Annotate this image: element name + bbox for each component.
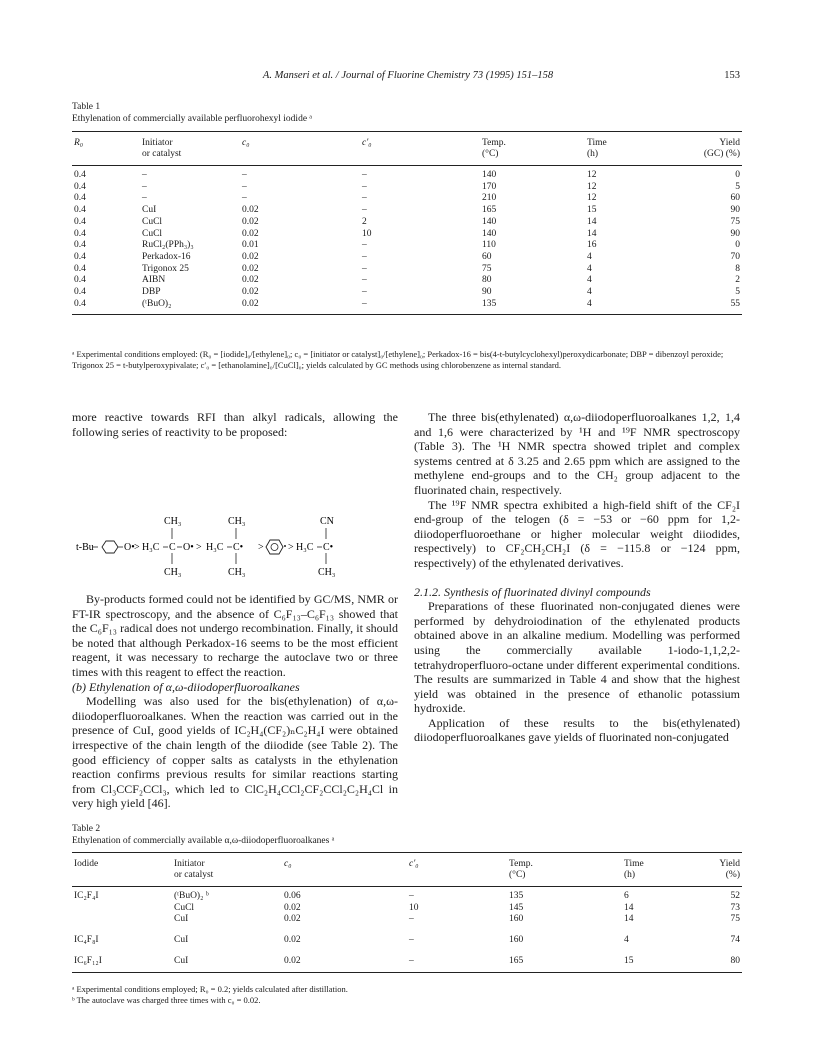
table1-cell-cat: DBP <box>142 287 161 298</box>
table1-cell-cat: CuI <box>142 205 157 216</box>
t2-header-blank <box>407 870 507 887</box>
right-para-4: Application of these results to the bis(ethylenated) diiodoperfluoroalkanes gave yields of fluorinated non-conjugated <box>414 715 740 745</box>
table1-cell-cat: CuCl <box>142 228 163 239</box>
t1-header-c0p: c′₀ <box>360 132 480 150</box>
t1-header-temp: Temp. <box>480 132 585 150</box>
radical-reactivity-scheme <box>76 512 402 582</box>
t1-header-temp2: (°C) <box>480 149 585 166</box>
scheme-c-rad-2: C• <box>323 542 334 553</box>
left-para-2: By-products formed could not be identified by GC/MS, NMR or FT-IR spectroscopy, and the absence of C₆F₁₃–C₆F₁₃ showed that the C₆F₁₃ radical does not undergo recombination. Finally, it should be noted that although Perkadox-16 seems to be the most efficient reagent, it was necessary to recharge the autoclave two or three times with this reagent to effect the reaction. <box>72 592 398 679</box>
table1-cell-yield: 0 <box>735 240 740 251</box>
table1-cell-cat: AIBN <box>142 275 166 286</box>
table1-cell-c0: 0.02 <box>240 299 360 315</box>
table2-footnote-b: ᵇ The autoclave was charged three times with c₀ = 0.02. <box>72 995 261 1005</box>
table2-cell-c0p: – <box>409 935 414 946</box>
table2-cell-cat: CuI <box>174 914 189 925</box>
t1-header-blank <box>72 149 140 166</box>
running-head: A. Manseri et al. / Journal of Fluorine Chemistry 73 (1995) 151–158 <box>262 70 554 81</box>
table2-cell-c0p: – <box>409 891 414 901</box>
table1-cell-yield: 70 <box>730 251 740 262</box>
table2-cell-time: 14 <box>624 902 634 913</box>
table1-cell-r0: 0.4 <box>74 170 86 180</box>
table1-footnote: ᵃ Experimental conditions employed: (R₀ = [iodide]₀/[ethylene]₀; c₀ = [initiator or catalyst]₀/[ethylene]₀; Perkadox-16 = bis(4-t-butylcyclohexyl)peroxydicarbonate; DBP = dibenzoyl peroxide; Trigonox 25 = t-butylperoxypivalate; c′₀ = [ethanolamine]₀/[CuCl]₀; yields calculated by GC methods using chlorobenzene as internal standard. <box>72 349 724 370</box>
table2-cell-c0p: – <box>407 947 507 972</box>
table2-cell-temp: 135 <box>509 891 524 901</box>
table1-cell-yield: 75 <box>730 216 740 227</box>
table1-cell-c0p: – <box>362 170 367 180</box>
table1-cell-c0: 0.02 <box>242 228 259 239</box>
scheme-h3c-1: H₃C <box>142 542 160 553</box>
table1-cell-time: 4 <box>587 263 592 274</box>
table1-cell-c0p: 2 <box>362 216 367 227</box>
t2-header-time: Time <box>622 853 697 871</box>
scheme-ch3-top-1: CH₃ <box>164 516 182 527</box>
table2-cell-iodide: IC₄F₈I <box>74 935 99 946</box>
table1-cell-r0: 0.4 <box>74 216 86 227</box>
t2-header-temp: Temp. <box>507 853 622 871</box>
scheme-ch3-top-2: CH₃ <box>228 516 246 527</box>
left-column-bottom <box>72 592 398 811</box>
table1-body <box>72 166 742 315</box>
table2-label: Table 2 <box>72 824 101 834</box>
table1-cell-c0p: – <box>362 193 367 204</box>
table-row <box>72 287 742 299</box>
table1-cell-c0p: – <box>360 299 480 315</box>
benzene-ring-icon <box>102 541 118 553</box>
table1-cell-time: 4 <box>587 287 592 298</box>
t1-header-time2: (h) <box>585 149 685 166</box>
table2-cell-c0: 0.06 <box>284 891 301 901</box>
table2-cell-yield: 73 <box>730 902 740 913</box>
scheme-ch3-bot-2: CH₃ <box>228 567 246 578</box>
table2-cell-cat: CuI <box>172 947 282 972</box>
scheme-gt-2: > <box>196 542 202 553</box>
table-row <box>72 229 742 241</box>
table1-cell-yield: 8 <box>735 263 740 274</box>
table2-cell-cat: (ᵗBuO)₂ ᵇ <box>174 891 209 901</box>
table2-cell-temp: 165 <box>507 947 622 972</box>
table1-cell-temp: 140 <box>482 228 497 239</box>
table-row <box>72 217 742 229</box>
scheme-h3c-3: H₃C <box>296 542 314 553</box>
t2-header-yield2: (%) <box>697 870 742 887</box>
table1-cell-cat: Perkadox-16 <box>142 251 191 262</box>
table1-cell-temp: 140 <box>482 170 497 180</box>
table-row <box>72 887 742 903</box>
t2-header-initiator2: or catalyst <box>172 870 282 887</box>
t2-header-yield: Yield <box>697 853 742 871</box>
scheme-gt-4: > <box>288 542 294 553</box>
table2-caption: Ethylenation of commercially available α,ω-diiodoperfluoroalkanes ᵃ <box>72 836 335 846</box>
table1-cell-yield: 55 <box>685 299 742 315</box>
phenyl-radical-icon <box>266 540 283 554</box>
table2-cell-c0: 0.02 <box>282 947 407 972</box>
t1-header-time: Time <box>585 132 685 150</box>
scheme-tbu: t-Bu <box>76 542 94 553</box>
table-row <box>72 299 742 315</box>
table1-cell-temp: 80 <box>482 275 492 286</box>
table-row <box>72 914 742 926</box>
table2-cell-c0p: – <box>409 914 414 925</box>
t2-header-blank <box>72 870 172 887</box>
table-row <box>72 182 742 194</box>
table1-cell-c0p: – <box>362 181 367 192</box>
table1-cell-cat: – <box>142 181 147 192</box>
scheme-o-rad-1: O• <box>124 542 135 553</box>
table1-cell-c0p: – <box>362 287 367 298</box>
scheme-ch3-bot-3: CH₃ <box>318 567 336 578</box>
table1-caption-block <box>72 101 312 125</box>
table1-cell-cat: – <box>142 193 147 204</box>
table1-cell-cat: (ᵗBuO)₂ <box>140 299 240 315</box>
table2-cell-temp: 160 <box>509 914 524 925</box>
table2-footnote-a: ᵃ Experimental conditions employed; R₀ = 0.2; yields calculated after distillation. <box>72 984 348 994</box>
table2-cell-iodide: IC₂F₄I <box>74 891 99 901</box>
table2-cell-temp: 145 <box>509 902 524 913</box>
t1-header-blank <box>240 149 360 166</box>
scheme-c-rad-1: C• <box>233 542 244 553</box>
table1-cell-r0: 0.4 <box>74 263 86 274</box>
t1-header-yield2: (GC) (%) <box>685 149 742 166</box>
table1-cell-r0: 0.4 <box>74 287 86 298</box>
table1-cell-yield: 90 <box>730 205 740 216</box>
page-number: 153 <box>724 70 740 81</box>
table1-cell-c0p: 10 <box>362 228 372 239</box>
t1-header-initiator: Initiator <box>140 132 240 150</box>
table1-cell-c0: – <box>242 170 247 180</box>
table2 <box>72 852 742 973</box>
table-row <box>72 166 742 182</box>
table1-cell-c0: 0.01 <box>242 240 259 251</box>
table1-cell-time: 4 <box>587 251 592 262</box>
table1-cell-cat: CuCl <box>142 216 163 227</box>
left-column-top <box>72 410 398 439</box>
table2-cell-yield: 74 <box>730 935 740 946</box>
t2-header-c0: c₀ <box>282 853 407 871</box>
table2-cell-time: 4 <box>624 935 629 946</box>
table1-cell-yield: 60 <box>730 193 740 204</box>
right-column <box>414 410 740 745</box>
scheme-gt-3: > <box>258 542 264 553</box>
table2-cell-c0: 0.02 <box>284 935 301 946</box>
table2-cell-yield: 52 <box>730 891 740 901</box>
table2-cell-time: 14 <box>624 914 634 925</box>
table1-cell-c0: 0.02 <box>242 263 259 274</box>
table1-cell-temp: 90 <box>482 287 492 298</box>
table2-cell-cat: CuI <box>174 935 189 946</box>
table1-cell-yield: 2 <box>735 275 740 286</box>
table1-cell-r0: 0.4 <box>74 251 86 262</box>
scheme-gt-1: > <box>134 542 140 553</box>
table1-cell-temp: 165 <box>482 205 497 216</box>
t2-header-initiator: Initiator <box>172 853 282 871</box>
table1-cell-c0: 0.02 <box>242 251 259 262</box>
table1-cell-r0: 0.4 <box>74 181 86 192</box>
table1-cell-c0p: – <box>362 275 367 286</box>
scheme-cn: CN <box>320 516 334 527</box>
table2-cell-yield: 80 <box>697 947 742 972</box>
table1-cell-temp: 135 <box>480 299 585 315</box>
table-row <box>72 252 742 264</box>
table2-body <box>72 887 742 973</box>
table1-cell-yield: 0 <box>735 170 740 180</box>
table1-cell-temp: 110 <box>482 240 496 251</box>
table1-cell-time: 14 <box>587 228 597 239</box>
right-para-1: The three bis(ethylenated) α,ω-diiodoperfluoroalkanes 1,2, 1,4 and 1,6 were characterized by ¹H and ¹⁹F NMR spectroscopy (Table 3). The ¹H NMR spectra showed triplet and complex systems centred at δ 3.25 and 2.65 ppm which are assigned to the methylene end-groups and to the CH₂ group adjacent to the fluorinated chain, respectively. <box>414 410 740 497</box>
table1-cell-c0: 0.02 <box>242 275 259 286</box>
table1 <box>72 131 742 315</box>
table2-cell-time: 15 <box>622 947 697 972</box>
right-para-2: The ¹⁹F NMR spectra exhibited a high-field shift of the CF₂I end-group of the telogen (δ = −53 or −60 ppm for 1,2-diiodoperfluoroethane or higher molecular weight diiodides, respectively) to CF₂CH₂CH₂I (δ = −115.8 or −124 ppm, respectively) of the ethylenated derivatives. <box>414 497 740 570</box>
table1-cell-time: 16 <box>587 240 597 251</box>
table-row <box>72 903 742 915</box>
table1-cell-yield: 5 <box>735 287 740 298</box>
table1-cell-time: 4 <box>587 275 592 286</box>
table-row <box>72 240 742 252</box>
table2-cell-temp: 160 <box>509 935 524 946</box>
table-row <box>72 926 742 947</box>
table1-cell-temp: 75 <box>482 263 492 274</box>
table1-cell-temp: 210 <box>482 193 497 204</box>
t2-header-blank <box>282 870 407 887</box>
table1-cell-cat: Trigonox 25 <box>142 263 189 274</box>
table1-label: Table 1 <box>72 102 101 112</box>
table2-caption-block <box>72 823 334 847</box>
scheme-h3c-2: H₃C <box>206 542 224 553</box>
t1-header-c0: c₀ <box>240 132 360 150</box>
table2-cell-yield: 75 <box>730 914 740 925</box>
table1-cell-time: 4 <box>585 299 685 315</box>
table-row <box>72 205 742 217</box>
scheme-ch3-bot-1: CH₃ <box>164 567 182 578</box>
table1-cell-time: 14 <box>587 216 597 227</box>
table1-cell-c0: – <box>242 193 247 204</box>
right-para-3: Preparations of these fluorinated non-conjugated dienes were performed by dehydroiodination of the ethylenated products obtained above in an alkaline medium. Modelling was performed using the commercially available 1-iodo-1,1,2,2-tetrahydroperfluoro-octane under different experimental conditions. The results are summarized in Table 4 and show that the highest yield was obtained in the presence of ethanolic potassium hydroxide. <box>414 599 740 716</box>
table1-cell-time: 12 <box>587 170 597 180</box>
table1-cell-time: 12 <box>587 181 597 192</box>
table2-cell-cat: CuCl <box>174 902 195 913</box>
t2-header-iodide: Iodide <box>72 853 172 871</box>
table2-cell-iodide: IC₆F₁₂I <box>72 947 172 972</box>
left-para-1: more reactive towards RFI than alkyl radicals, allowing the following series of reactivity to be proposed: <box>72 410 398 439</box>
subheading-b: (b) Ethylenation of α,ω-diiodoperfluoroalkanes <box>72 679 300 694</box>
table1-caption: Ethylenation of commercially available perfluorohexyl iodide ᵃ <box>72 114 313 124</box>
subheading-212: 2.1.2. Synthesis of fluorinated divinyl compounds <box>414 584 651 599</box>
scheme-o-rad-2: O• <box>183 542 194 553</box>
t1-header-r0: R₀ <box>72 132 140 150</box>
table-row <box>72 193 742 205</box>
table1-cell-r0: 0.4 <box>74 240 86 251</box>
table1-cell-time: 12 <box>587 193 597 204</box>
left-para-3: Modelling was also used for the bis(ethylenation) of α,ω-diiodoperfluoroalkanes. When the reaction was carried out in the presence of CuI, good yields of IC₂H₄(CF₂)ₙC₂H₄I were obtained irrespective of the chain length of the diiodide (see Table 2). The good efficiency of copper salts as catalysts in the ethylenation reaction confirms previous results for similar reactions starting from Cl₃CCF₂CCl₃, which led to ClC₂H₄CCl₂CF₂CCl₂C₂H₄Cl in very high yield [46]. <box>72 694 398 811</box>
table-row <box>72 275 742 287</box>
table1-cell-c0: 0.02 <box>242 205 259 216</box>
scheme-c-1: C <box>169 542 176 553</box>
table2-cell-iodide <box>72 914 172 926</box>
t2-header-temp2: (°C) <box>507 870 622 887</box>
table1-cell-c0p: – <box>362 251 367 262</box>
table1-cell-temp: 140 <box>482 216 497 227</box>
table1-cell-r0: 0.4 <box>74 193 86 204</box>
t1-header-blank <box>360 149 480 166</box>
table1-cell-r0: 0.4 <box>74 275 86 286</box>
table1-cell-temp: 170 <box>482 181 497 192</box>
t2-header-time2: (h) <box>622 870 697 887</box>
table2-cell-c0p: 10 <box>409 902 419 913</box>
table1-cell-cat: – <box>142 170 147 180</box>
table1-cell-c0: – <box>242 181 247 192</box>
table1-cell-c0p: – <box>362 240 367 251</box>
table1-cell-r0: 0.4 <box>72 299 140 315</box>
t1-header-initiator2: or catalyst <box>140 149 240 166</box>
table2-cell-time: 6 <box>624 891 629 901</box>
table1-cell-r0: 0.4 <box>74 205 86 216</box>
table1-cell-c0: 0.02 <box>242 216 259 227</box>
t1-header-yield: Yield <box>685 132 742 150</box>
table1-cell-temp: 60 <box>482 251 492 262</box>
table1-cell-c0: 0.02 <box>242 287 259 298</box>
table2-cell-c0: 0.02 <box>284 902 301 913</box>
table1-cell-c0p: – <box>362 205 367 216</box>
table-row <box>72 947 742 972</box>
table2-cell-c0: 0.02 <box>284 914 301 925</box>
table1-cell-yield: 90 <box>730 228 740 239</box>
table1-cell-c0p: – <box>362 263 367 274</box>
table2-cell-iodide <box>72 903 172 915</box>
table2-footnotes <box>72 984 744 1006</box>
t2-header-c0p: c′₀ <box>407 853 507 871</box>
table1-cell-time: 15 <box>587 205 597 216</box>
table-row <box>72 264 742 276</box>
table1-cell-cat: RuCl₂(PPh₃)₃ <box>142 240 194 251</box>
table1-cell-yield: 5 <box>735 181 740 192</box>
table1-cell-r0: 0.4 <box>74 228 86 239</box>
